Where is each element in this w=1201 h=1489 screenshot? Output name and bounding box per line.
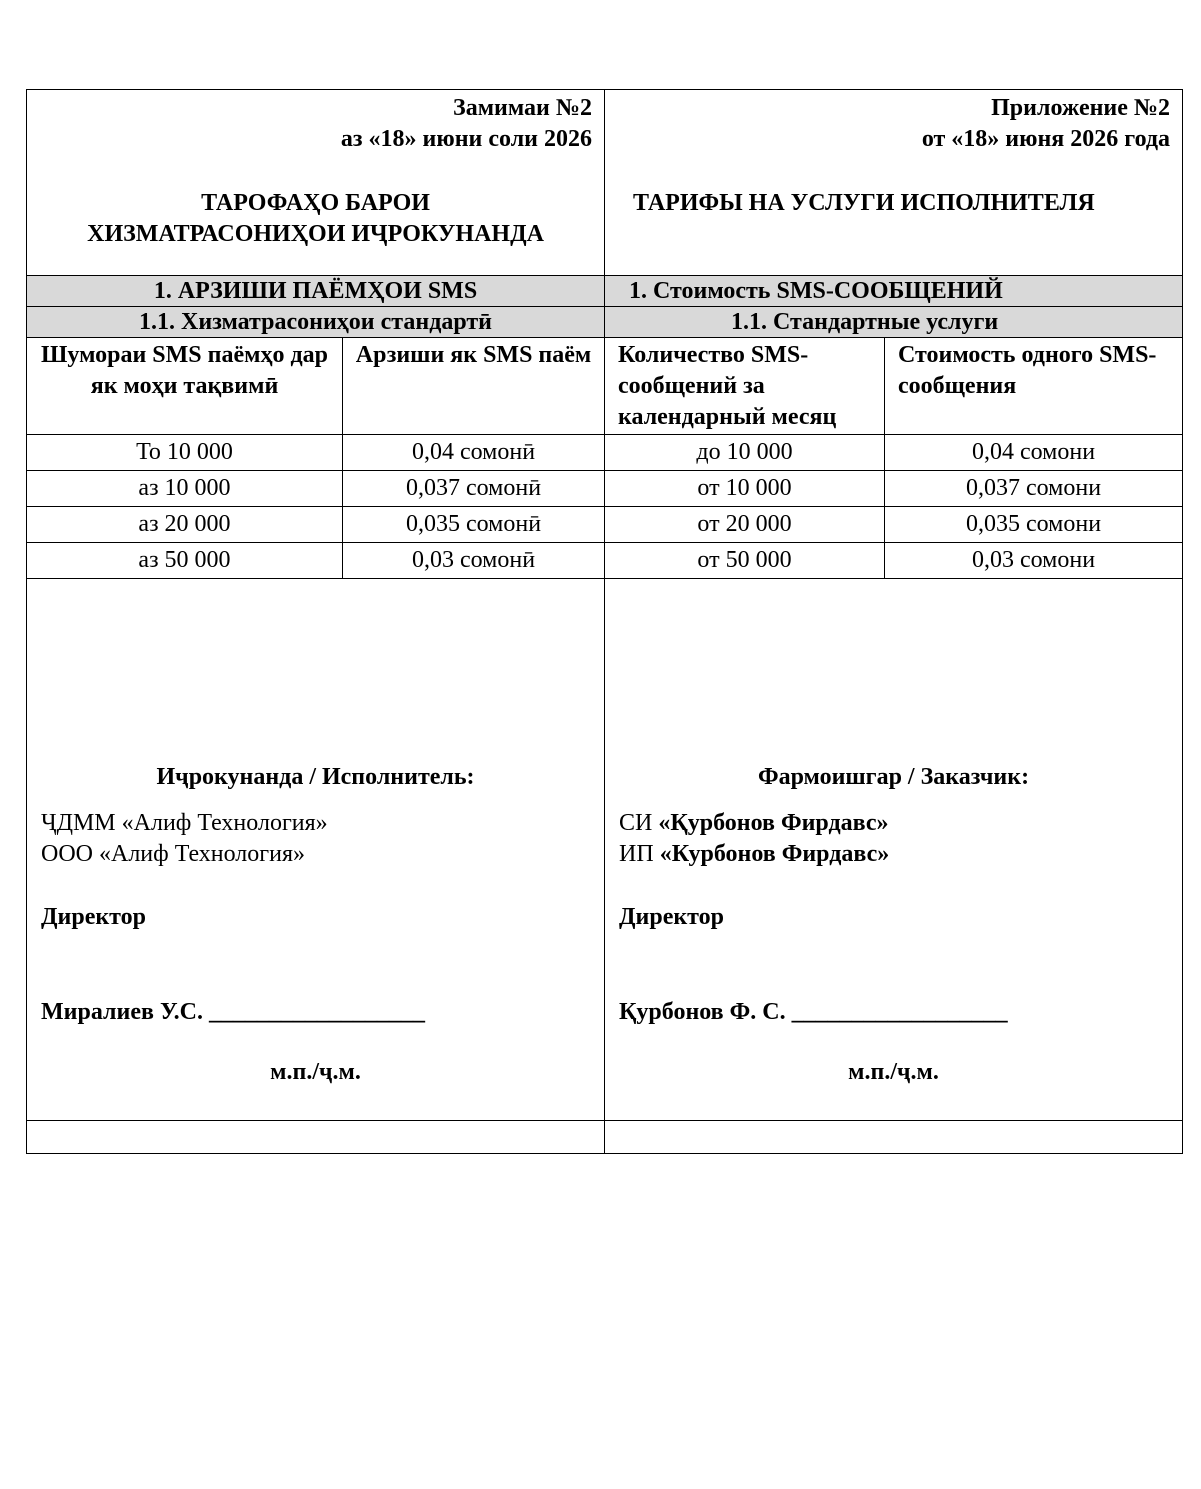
left-doc-title-line1: ТАРОФАҲО БАРОИ — [201, 190, 430, 216]
left-price-cell: 0,037 сомонӣ — [343, 471, 605, 507]
right-annex-date: от «18» июня 2026 года — [921, 126, 1171, 152]
left-qty-cell: аз 20 000 — [27, 507, 343, 543]
customer-signature-block — [605, 579, 1183, 1121]
right-qty-cell: от 20 000 — [605, 507, 885, 543]
customer-stamp-label: м.п./ҷ.м. — [848, 1059, 939, 1085]
executor-stamp-label: м.п./ҷ.м. — [270, 1059, 361, 1085]
executor-signature-line: Миралиев У.С. __________________ — [41, 999, 425, 1025]
executor-heading: Иҷрокунанда / Исполнитель: — [156, 764, 475, 790]
table-row — [27, 543, 1183, 579]
customer-position: Директор — [619, 904, 725, 930]
executor-position: Директор — [41, 904, 146, 930]
customer-org-name-tj: «Қурбонов Фирдавс» — [658, 810, 889, 836]
right-col-qty-header: Количество SMS-сообщений за календарный месяц — [605, 338, 885, 435]
customer-org-tj — [619, 808, 1168, 839]
customer-org-prefix-ru: ИП — [619, 841, 654, 867]
left-col-qty-header: Шумораи SMS паёмҳо дар як моҳи тақвимӣ — [27, 338, 343, 435]
left-doc-title-line2: ХИЗМАТРАСОНИҲОИ ИҶРОКУНАНДА — [87, 221, 544, 247]
right-qty-cell: от 50 000 — [605, 543, 885, 579]
right-price-cell: 0,035 сомони — [885, 507, 1183, 543]
customer-heading: Фармоишгар / Заказчик: — [757, 764, 1030, 790]
table-row — [27, 507, 1183, 543]
executor-signature-block — [27, 579, 605, 1121]
left-empty-cell — [27, 1121, 605, 1154]
right-empty-cell — [605, 1121, 1183, 1154]
tariff-table — [26, 89, 1183, 1154]
table-row — [27, 471, 1183, 507]
left-section-title: 1. АРЗИШИ ПАЁМҲОИ SMS — [27, 276, 605, 307]
right-annex-title: Приложение №2 — [991, 95, 1171, 121]
left-annex-date: аз «18» июни соли 2026 — [340, 126, 593, 152]
right-qty-cell: до 10 000 — [605, 435, 885, 471]
right-price-cell: 0,03 сомони — [885, 543, 1183, 579]
right-qty-cell: от 10 000 — [605, 471, 885, 507]
right-header-cell — [605, 90, 1183, 276]
right-subsection-title: 1.1. Стандартные услуги — [605, 307, 1183, 338]
customer-signature-line: Қурбонов Ф. С. __________________ — [619, 999, 1008, 1025]
customer-org-prefix-tj: СИ — [619, 810, 653, 836]
left-qty-cell: аз 10 000 — [27, 471, 343, 507]
left-subsection-title: 1.1. Хизматрасониҳои стандартӣ — [27, 307, 605, 338]
left-price-cell: 0,035 сомонӣ — [343, 507, 605, 543]
left-col-price-header: Арзиши як SMS паём — [343, 338, 605, 435]
right-doc-title: ТАРИФЫ НА УСЛУГИ ИСПОЛНИТЕЛЯ — [633, 190, 1095, 216]
customer-org-name-ru: «Курбонов Фирдавс» — [659, 841, 890, 867]
right-price-cell: 0,04 сомони — [885, 435, 1183, 471]
left-header-cell — [27, 90, 605, 276]
customer-org-ru — [619, 839, 1168, 870]
left-doc-title — [27, 188, 604, 250]
left-price-cell: 0,04 сомонӣ — [343, 435, 605, 471]
right-col-price-header: Стоимость одного SMS-сообщения — [885, 338, 1183, 435]
left-annex-title: Замимаи №2 — [453, 95, 593, 121]
executor-org-ru: ООО «Алиф Технология» — [41, 841, 306, 867]
tariff-annex-document — [26, 89, 1182, 1154]
left-price-cell: 0,03 сомонӣ — [343, 543, 605, 579]
left-qty-cell: аз 50 000 — [27, 543, 343, 579]
executor-org-tj: ҶДММ «Алиф Технология» — [41, 810, 328, 836]
left-qty-cell: То 10 000 — [27, 435, 343, 471]
table-row — [27, 435, 1183, 471]
right-price-cell: 0,037 сомони — [885, 471, 1183, 507]
right-section-title: 1. Стоимость SMS-СООБЩЕНИЙ — [605, 276, 1183, 307]
